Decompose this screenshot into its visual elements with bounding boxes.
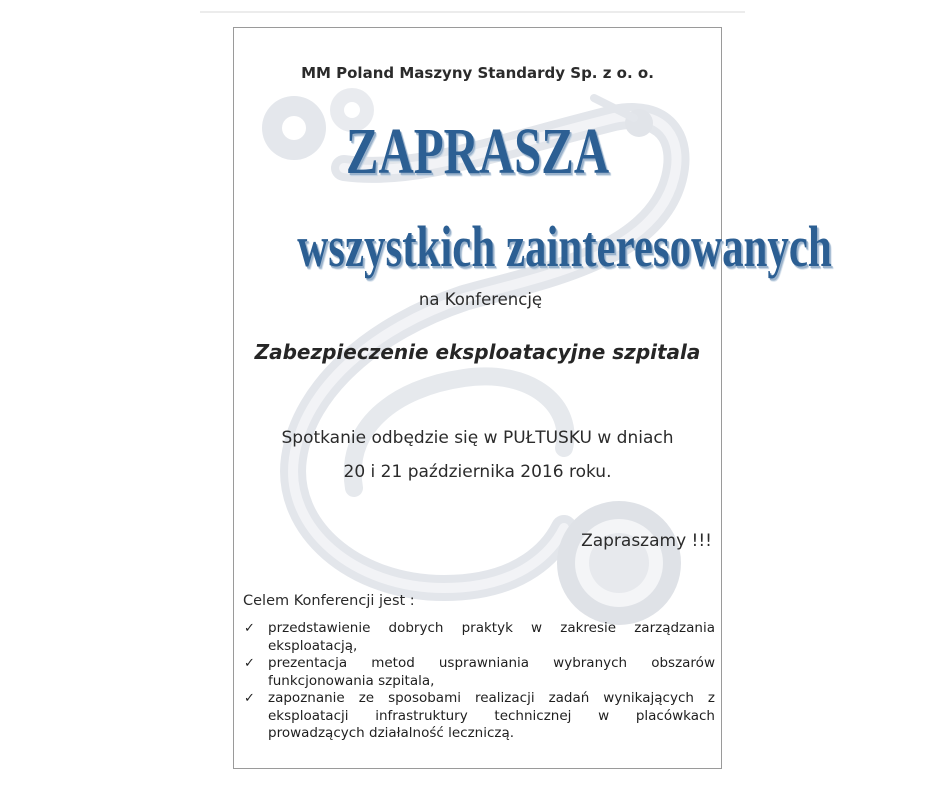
invite-text: na Konferencję — [418, 290, 543, 309]
conference-poster — [233, 27, 832, 769]
list-item — [243, 620, 715, 655]
checkmark-icon: ✓ — [244, 691, 255, 706]
closing-invitation: Zapraszamy !!! — [581, 531, 712, 551]
list-item — [243, 655, 715, 690]
conference-title: Zabezpieczenie eksploatacyjne szpitala — [254, 340, 701, 364]
goal-text: przedstawienie dobrych praktyk w zakresie zarządzania eksploatacją, — [268, 620, 715, 654]
meeting-location: Spotkanie odbędzie się w PUŁTUSKU w dniach — [281, 428, 674, 448]
goal-text: zapoznanie ze sposobami realizacji zadań wynikających z eksploatacji infrastruktury technicznej w placówkach prowadzących działalność leczniczą. — [268, 690, 715, 741]
list-item — [243, 690, 715, 743]
headline-audience: wszystkich zainteresowanych — [297, 214, 832, 279]
checkmark-icon: ✓ — [244, 621, 255, 636]
meeting-dates: 20 i 21 października 2016 roku. — [343, 462, 612, 482]
headline-invites: ZAPRASZA — [345, 115, 610, 188]
stethoscope-chestpiece-icon — [557, 501, 681, 625]
checkmark-icon: ✓ — [244, 656, 255, 671]
top-divider — [200, 11, 745, 13]
organizer-name: MM Poland Maszyny Standardy Sp. z o. o. — [301, 64, 654, 82]
goal-text: prezentacja metod usprawniania wybranych obszarów funkcjonowania szpitala, — [268, 655, 715, 689]
goals-list — [243, 620, 715, 743]
goals-heading: Celem Konferencji jest : — [243, 593, 415, 609]
